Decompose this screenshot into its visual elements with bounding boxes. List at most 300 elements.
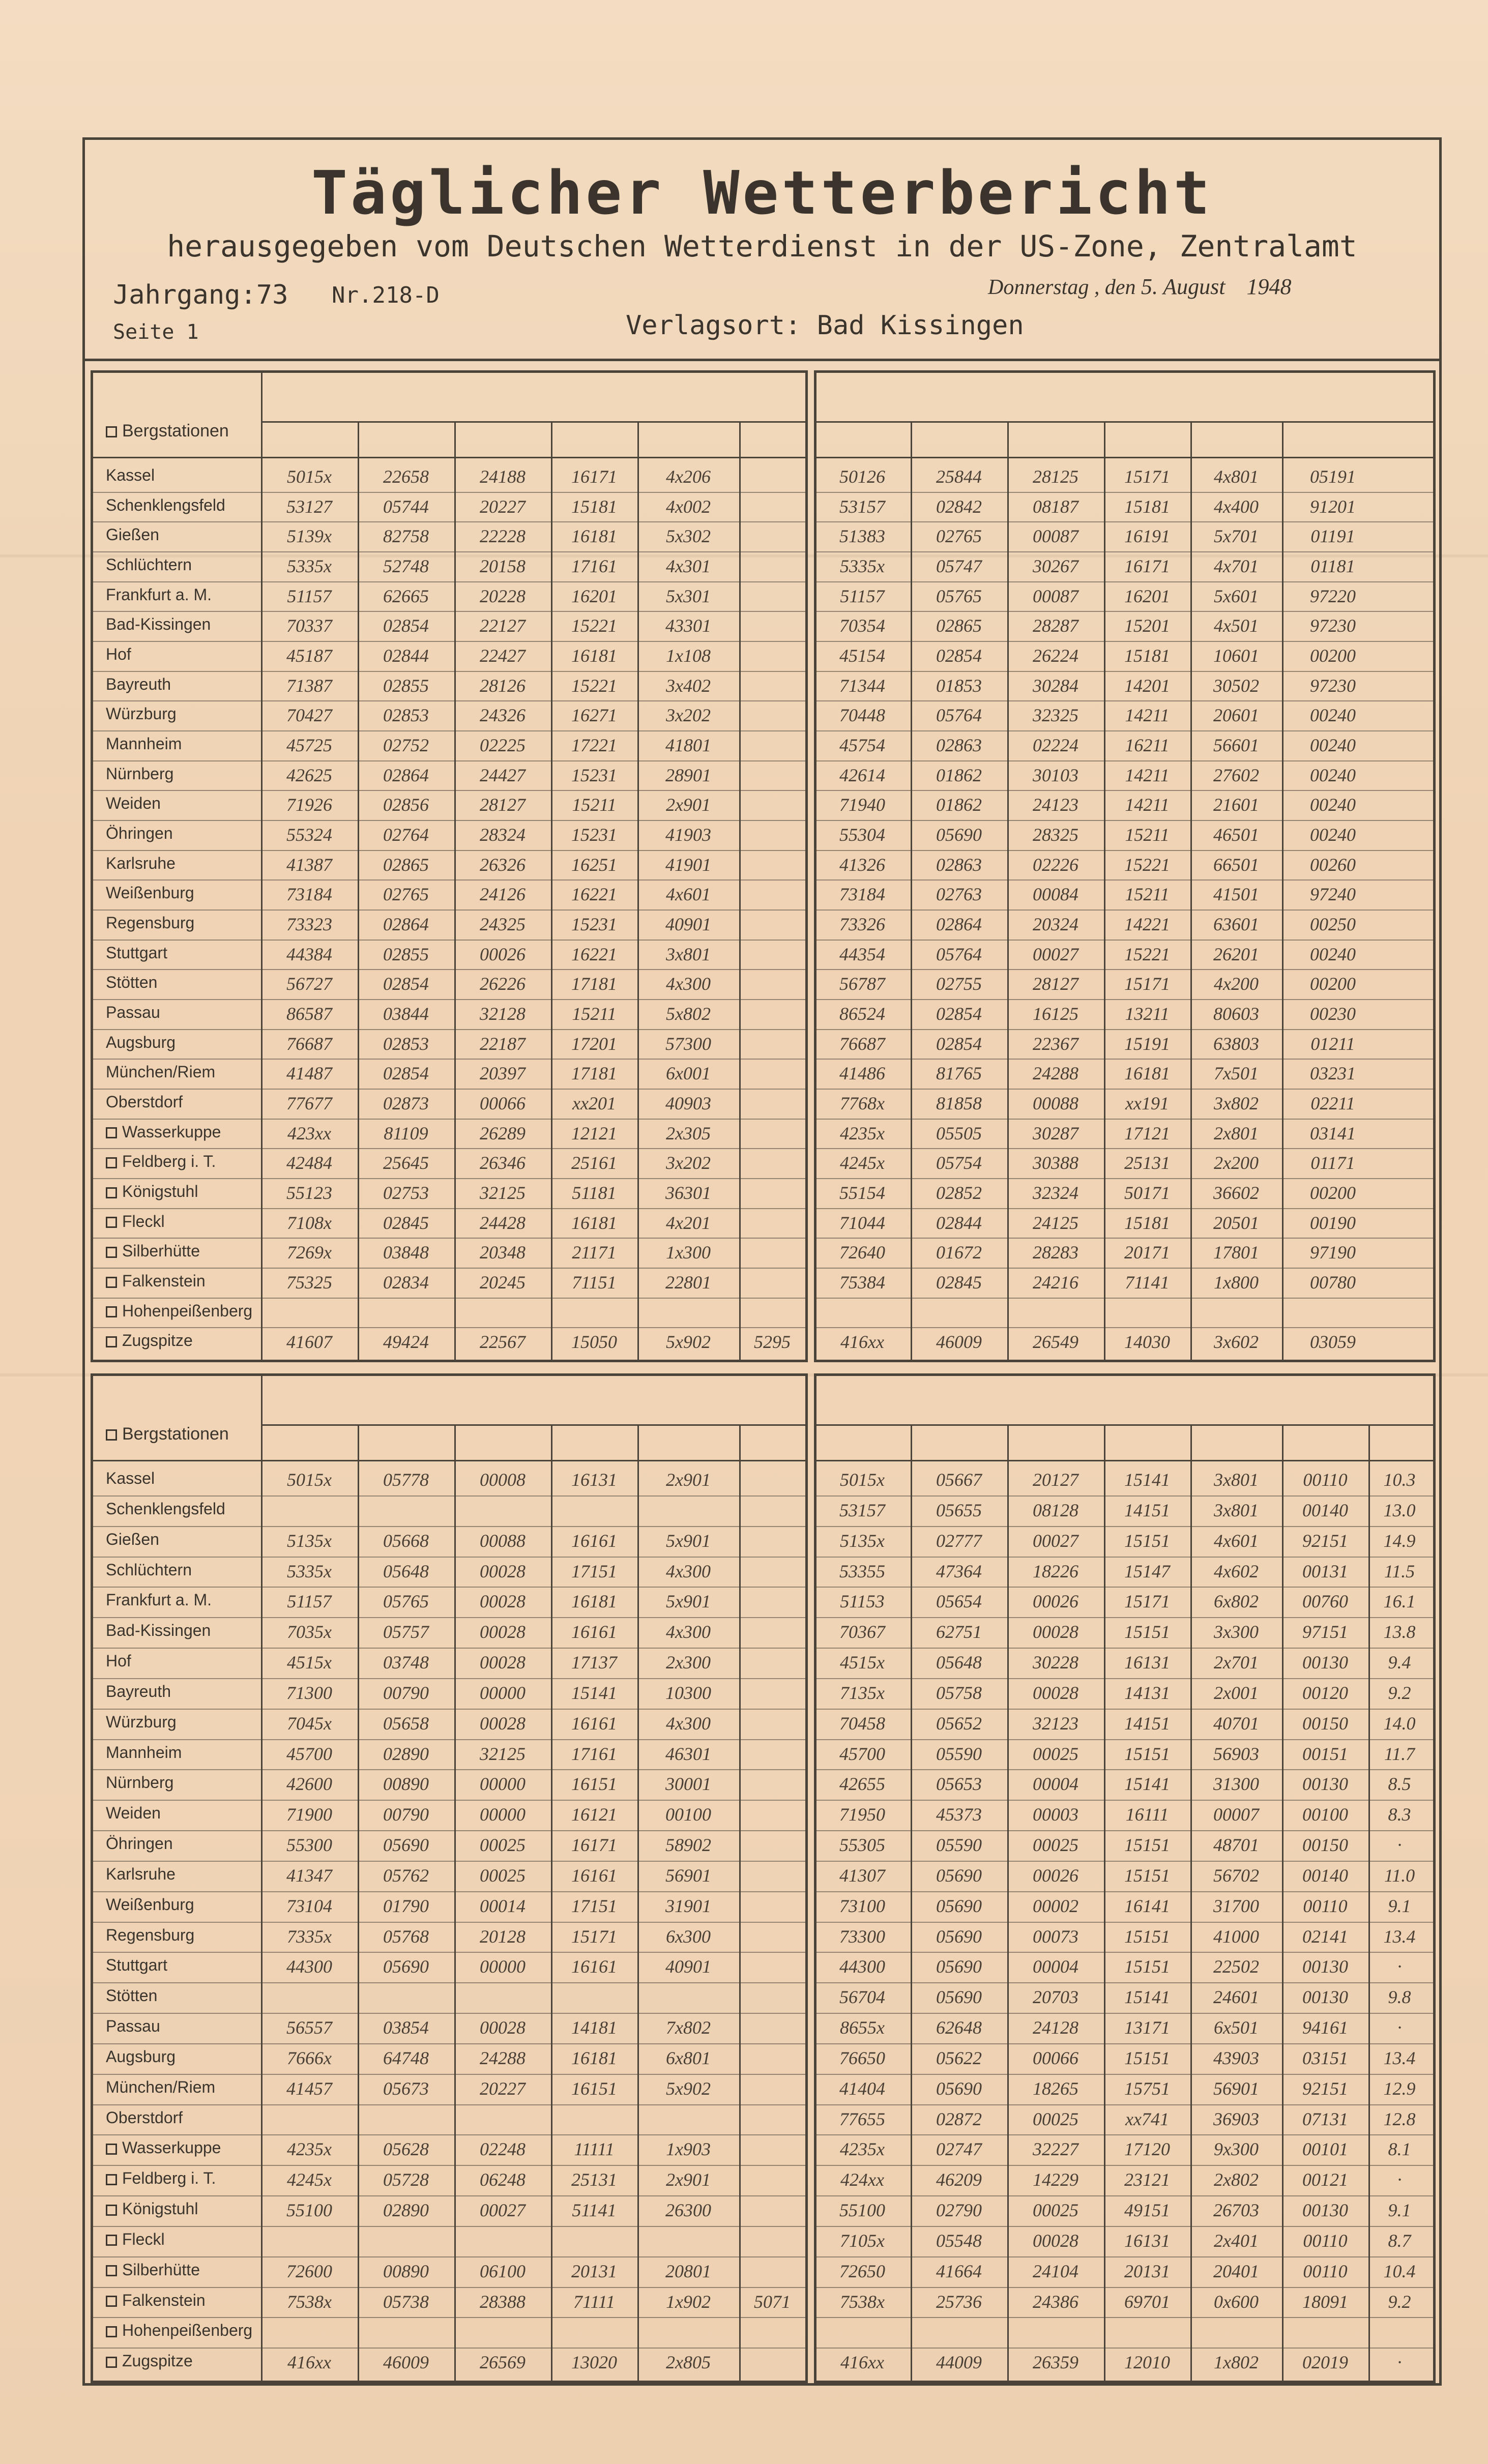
row-divider bbox=[814, 2287, 1436, 2288]
observation-cell: 91201 bbox=[1310, 496, 1356, 517]
observation-cell: 05690 bbox=[936, 1926, 982, 1947]
observation-cell: 53157 bbox=[839, 496, 885, 517]
observation-cell: 71300 bbox=[286, 1682, 332, 1703]
observation-cell: 02872 bbox=[936, 2108, 982, 2129]
observation-cell: 72600 bbox=[286, 2261, 332, 2281]
observation-cell: 41801 bbox=[665, 735, 711, 755]
station-name bbox=[106, 1033, 176, 1052]
row-divider bbox=[814, 492, 1436, 493]
row-divider bbox=[814, 969, 1436, 970]
observation-cell: 02854 bbox=[936, 646, 982, 666]
observation-cell: 20228 bbox=[480, 585, 526, 606]
observation-cell: 17201 bbox=[571, 1033, 617, 1054]
observation-cell: 16211 bbox=[1125, 735, 1170, 755]
observation-cell: 5071 bbox=[754, 2291, 791, 2312]
observation-cell: 05690 bbox=[936, 1956, 982, 1977]
row-divider bbox=[91, 1119, 808, 1120]
observation-cell: 05765 bbox=[936, 585, 982, 606]
row-divider bbox=[814, 1678, 1436, 1679]
station-label: Weißenburg bbox=[106, 884, 194, 902]
station-name bbox=[106, 1242, 200, 1260]
observation-cell: 4x206 bbox=[666, 466, 711, 487]
observation-cell: 15147 bbox=[1124, 1561, 1170, 1581]
row-divider bbox=[91, 492, 808, 493]
observation-cell: 40903 bbox=[665, 1093, 711, 1113]
observation-cell: 17151 bbox=[571, 1561, 617, 1581]
observation-cell: 00025 bbox=[1033, 1743, 1078, 1764]
observation-cell: 11.0 bbox=[1384, 1865, 1415, 1886]
observation-cell: 31901 bbox=[665, 1895, 711, 1916]
row-divider bbox=[814, 820, 1436, 821]
observation-cell: 00028 bbox=[1033, 1622, 1078, 1642]
observation-cell: 00088 bbox=[480, 1530, 526, 1551]
observation-cell: 14.0 bbox=[1383, 1713, 1416, 1734]
row-divider bbox=[814, 1557, 1436, 1558]
observation-cell: 73184 bbox=[839, 884, 885, 905]
observation-cell: 73323 bbox=[286, 914, 332, 934]
row-divider bbox=[91, 2013, 808, 2014]
observation-cell: 44384 bbox=[286, 944, 332, 964]
observation-cell: 24288 bbox=[1033, 1063, 1078, 1084]
observation-cell: 15211 bbox=[572, 795, 617, 815]
observation-cell: 16161 bbox=[571, 1956, 617, 1977]
observation-cell: 00100 bbox=[665, 1804, 711, 1825]
observation-cell: 15191 bbox=[1124, 1033, 1170, 1054]
observation-cell: 81858 bbox=[936, 1093, 982, 1113]
station-label: Passau bbox=[106, 2017, 160, 2035]
observation-cell: 92151 bbox=[1302, 2078, 1348, 2099]
row-divider bbox=[91, 1526, 808, 1527]
column-divider bbox=[739, 421, 741, 1362]
observation-cell: 30287 bbox=[1033, 1123, 1078, 1143]
observation-cell: 28126 bbox=[480, 675, 526, 696]
observation-cell: 4x601 bbox=[1214, 1530, 1259, 1551]
observation-cell: 00101 bbox=[1302, 2139, 1348, 2160]
row-divider bbox=[814, 2074, 1436, 2075]
observation-cell: 41347 bbox=[286, 1865, 332, 1886]
observation-cell: 41903 bbox=[665, 825, 711, 845]
station-name bbox=[106, 496, 225, 515]
station-name bbox=[106, 2321, 252, 2340]
observation-cell: 17161 bbox=[571, 1743, 617, 1764]
observation-cell: 9.1 bbox=[1388, 2200, 1411, 2220]
observation-cell: 15151 bbox=[1124, 1865, 1170, 1886]
station-name bbox=[106, 1956, 167, 1975]
observation-cell: 00028 bbox=[1033, 1682, 1078, 1703]
observation-cell: 42614 bbox=[839, 765, 885, 785]
observation-cell: 00026 bbox=[480, 944, 526, 964]
observation-cell: 22187 bbox=[480, 1033, 526, 1054]
observation-cell: 00121 bbox=[1302, 2169, 1348, 2190]
observation-cell: 424xx bbox=[840, 2169, 884, 2190]
observation-cell: 97230 bbox=[1310, 675, 1356, 696]
station-name bbox=[106, 1093, 183, 1111]
observation-cell: 11.7 bbox=[1384, 1743, 1415, 1764]
row-divider bbox=[91, 1495, 808, 1497]
observation-cell: 00025 bbox=[1033, 1835, 1078, 1855]
station-name bbox=[106, 914, 194, 932]
observation-cell: 26346 bbox=[480, 1153, 526, 1174]
observation-cell: 76687 bbox=[839, 1033, 885, 1054]
observation-cell: 05757 bbox=[383, 1622, 429, 1642]
observation-cell: 30103 bbox=[1033, 765, 1078, 785]
station-name bbox=[106, 2230, 165, 2249]
mountain-station-marker bbox=[106, 1247, 117, 1258]
observation-cell: 41307 bbox=[839, 1865, 885, 1886]
observation-cell: 71344 bbox=[839, 675, 885, 696]
row-divider bbox=[91, 2074, 808, 2075]
observation-cell: 27602 bbox=[1213, 765, 1259, 785]
observation-cell: 02141 bbox=[1302, 1926, 1348, 1947]
observation-cell: 2x901 bbox=[666, 795, 711, 815]
observation-cell: 41326 bbox=[839, 854, 885, 875]
observation-cell: 20227 bbox=[480, 2078, 526, 2099]
observation-cell: 20158 bbox=[480, 556, 526, 576]
observation-cell: 02842 bbox=[936, 496, 982, 517]
observation-cell: 47364 bbox=[936, 1561, 982, 1581]
observation-cell: 24128 bbox=[1033, 2017, 1078, 2038]
observation-cell: 28324 bbox=[480, 825, 526, 845]
observation-cell: 00027 bbox=[480, 2200, 526, 2220]
observation-cell: 42484 bbox=[286, 1153, 332, 1174]
row-divider bbox=[814, 2043, 1436, 2044]
observation-cell: 11.5 bbox=[1384, 1561, 1415, 1581]
observation-cell: 44354 bbox=[839, 944, 885, 964]
observation-cell: 2x200 bbox=[1214, 1153, 1259, 1174]
observation-cell: 00026 bbox=[1033, 1865, 1078, 1886]
mountain-station-marker bbox=[106, 1336, 117, 1347]
observation-cell: 05667 bbox=[936, 1470, 982, 1490]
observation-cell: 10601 bbox=[1213, 646, 1259, 666]
station-name bbox=[106, 1331, 193, 1350]
observation-cell: 5015x bbox=[840, 1470, 885, 1490]
observation-cell: 26300 bbox=[665, 2200, 711, 2220]
observation-cell: 00240 bbox=[1310, 825, 1356, 845]
observation-cell: 02752 bbox=[383, 735, 429, 755]
row-divider bbox=[91, 2043, 808, 2044]
observation-cell: 22228 bbox=[480, 526, 526, 547]
observation-cell: 2x802 bbox=[1214, 2169, 1259, 2190]
observation-cell: 4515x bbox=[840, 1652, 885, 1673]
station-label: Oberstdorf bbox=[106, 1093, 183, 1111]
row-divider bbox=[91, 1709, 808, 1710]
observation-cell: 42625 bbox=[286, 765, 332, 785]
column-header-divider bbox=[91, 457, 808, 458]
observation-cell: 40701 bbox=[1213, 1713, 1259, 1734]
station-name bbox=[106, 1986, 157, 2005]
observation-cell: 16181 bbox=[571, 646, 617, 666]
observation-cell: 71111 bbox=[573, 2291, 615, 2312]
column-header-divider bbox=[91, 1460, 808, 1461]
observation-cell: 20601 bbox=[1213, 705, 1259, 726]
observation-cell: 44300 bbox=[286, 1956, 332, 1977]
observation-cell: 00028 bbox=[480, 1591, 526, 1612]
observation-cell: 00025 bbox=[1033, 2200, 1078, 2220]
station-name bbox=[106, 1621, 211, 1640]
observation-cell: 41501 bbox=[1213, 884, 1259, 905]
observation-cell: 00131 bbox=[1302, 1561, 1348, 1581]
observation-cell: 28127 bbox=[480, 795, 526, 815]
observation-cell: 00000 bbox=[480, 1774, 526, 1795]
observation-cell: 25736 bbox=[936, 2291, 982, 2312]
observation-cell: 44300 bbox=[839, 1956, 885, 1977]
observation-cell: · bbox=[1397, 1835, 1402, 1855]
observation-cell: 77655 bbox=[839, 2108, 885, 2129]
observation-cell: 64748 bbox=[383, 2047, 429, 2068]
observation-cell: 5x901 bbox=[666, 1591, 711, 1612]
row-divider bbox=[814, 581, 1436, 582]
observation-cell: 16161 bbox=[571, 1865, 617, 1886]
observation-cell: 00000 bbox=[480, 1804, 526, 1825]
station-label: Schlüchtern bbox=[106, 555, 192, 574]
observation-cell: 02863 bbox=[936, 854, 982, 875]
observation-cell: 56901 bbox=[665, 1865, 711, 1886]
observation-cell: 20127 bbox=[1033, 1470, 1078, 1490]
station-label: Stuttgart bbox=[106, 943, 167, 962]
observation-cell: 7538x bbox=[287, 2291, 332, 2312]
column-divider bbox=[739, 1424, 741, 2383]
observation-cell: 00087 bbox=[1033, 526, 1078, 547]
observation-cell: 6x801 bbox=[666, 2047, 711, 2068]
row-divider bbox=[91, 2195, 808, 2196]
row-divider bbox=[91, 1830, 808, 1831]
observation-cell: 51157 bbox=[287, 1591, 332, 1612]
bergstationen-text: Bergstationen bbox=[122, 421, 229, 441]
observation-cell: 70337 bbox=[286, 615, 332, 636]
observation-cell: 00200 bbox=[1310, 974, 1356, 994]
observation-cell: 00760 bbox=[1302, 1591, 1348, 1612]
row-divider bbox=[814, 641, 1436, 642]
observation-cell: 16181 bbox=[571, 1212, 617, 1233]
observation-cell: 73100 bbox=[839, 1895, 885, 1916]
observation-cell: 00028 bbox=[480, 1713, 526, 1734]
observation-cell: 24123 bbox=[1033, 795, 1078, 815]
column-header-divider bbox=[814, 1460, 1436, 1461]
observation-cell: 00087 bbox=[1033, 585, 1078, 606]
observation-cell: 06248 bbox=[480, 2169, 526, 2190]
row-divider bbox=[91, 1648, 808, 1649]
observation-cell: 7108x bbox=[287, 1212, 332, 1233]
station-label: Augsburg bbox=[106, 1033, 176, 1051]
observation-cell: 00003 bbox=[1033, 1804, 1078, 1825]
observation-cell: 02765 bbox=[936, 526, 982, 547]
observation-cell: 4515x bbox=[287, 1652, 332, 1673]
station-label: Öhringen bbox=[106, 1834, 173, 1853]
row-divider bbox=[91, 581, 808, 582]
observation-cell: 02834 bbox=[383, 1272, 429, 1293]
row-divider bbox=[91, 2317, 808, 2318]
observation-cell: 45154 bbox=[839, 646, 885, 666]
observation-cell: 5x902 bbox=[666, 1332, 711, 1353]
observation-cell: 36602 bbox=[1213, 1183, 1259, 1203]
observation-cell: 62665 bbox=[383, 585, 429, 606]
observation-cell: 02225 bbox=[480, 735, 526, 755]
observation-cell: 17161 bbox=[571, 556, 617, 576]
mountain-station-marker bbox=[106, 1306, 117, 1317]
station-name bbox=[106, 1804, 161, 1823]
observation-cell: 00130 bbox=[1302, 1652, 1348, 1673]
station-name bbox=[106, 2108, 183, 2127]
station-label: Frankfurt a. M. bbox=[106, 585, 212, 604]
observation-cell: 20128 bbox=[480, 1926, 526, 1947]
observation-cell: 56704 bbox=[839, 1987, 885, 2008]
observation-cell: 4x201 bbox=[666, 1212, 711, 1233]
row-divider bbox=[814, 1268, 1436, 1269]
observation-cell: 97220 bbox=[1310, 585, 1356, 606]
observation-cell: 5x902 bbox=[666, 2078, 711, 2099]
observation-cell: 53355 bbox=[839, 1561, 885, 1581]
column-header-divider bbox=[814, 457, 1436, 458]
station-label: Regensburg bbox=[106, 914, 195, 932]
observation-cell: 55123 bbox=[286, 1183, 332, 1203]
observation-cell: 18226 bbox=[1033, 1561, 1078, 1581]
observation-cell: 4235x bbox=[840, 1123, 885, 1143]
observation-cell: 14201 bbox=[1124, 675, 1170, 696]
observation-cell: 15201 bbox=[1124, 615, 1170, 636]
observation-cell: 05690 bbox=[936, 2078, 982, 2099]
observation-cell: 17181 bbox=[571, 1063, 617, 1084]
observation-cell: 7269x bbox=[287, 1242, 332, 1263]
observation-cell: 16151 bbox=[571, 1774, 617, 1795]
row-divider bbox=[814, 2226, 1436, 2227]
observation-cell: 03854 bbox=[383, 2017, 429, 2038]
observation-cell: 05590 bbox=[936, 1743, 982, 1764]
observation-cell: 00240 bbox=[1310, 795, 1356, 815]
observation-cell: 16111 bbox=[1125, 1804, 1169, 1825]
station-label: Mannheim bbox=[106, 735, 182, 753]
row-divider bbox=[91, 1800, 808, 1801]
observation-cell: 05690 bbox=[936, 1895, 982, 1916]
row-divider bbox=[91, 641, 808, 642]
observation-cell: 3x801 bbox=[1214, 1500, 1259, 1520]
observation-cell: 15751 bbox=[1124, 2078, 1170, 2099]
observation-cell: 3x300 bbox=[1214, 1622, 1259, 1642]
observation-cell: 00088 bbox=[1033, 1093, 1078, 1113]
observation-cell: 00026 bbox=[1033, 1591, 1078, 1612]
observation-cell: 16181 bbox=[571, 526, 617, 547]
observation-cell: 18091 bbox=[1302, 2291, 1348, 2312]
observation-cell: 00120 bbox=[1302, 1682, 1348, 1703]
station-name bbox=[106, 645, 131, 664]
row-divider bbox=[91, 1238, 808, 1239]
row-divider bbox=[814, 1119, 1436, 1120]
station-name bbox=[106, 525, 159, 544]
observation-cell: 00151 bbox=[1302, 1743, 1348, 1764]
observation-cell: 00130 bbox=[1302, 1987, 1348, 2008]
observation-cell: 01191 bbox=[1310, 526, 1355, 547]
observation-cell: 15181 bbox=[1124, 496, 1170, 517]
observation-cell: 05754 bbox=[936, 1153, 982, 1174]
station-name bbox=[106, 2078, 215, 2097]
observation-cell: 02844 bbox=[383, 646, 429, 666]
observation-cell: 16121 bbox=[571, 1804, 617, 1825]
observation-cell: 81109 bbox=[384, 1123, 428, 1143]
row-divider bbox=[814, 611, 1436, 612]
station-label: Schenklengsfeld bbox=[106, 1499, 225, 1518]
observation-cell: 24288 bbox=[480, 2047, 526, 2068]
observation-cell: xx201 bbox=[572, 1093, 616, 1113]
observation-cell: 00028 bbox=[480, 1561, 526, 1581]
observation-cell: 416xx bbox=[287, 2352, 331, 2373]
row-divider bbox=[91, 1617, 808, 1618]
mountain-station-marker bbox=[106, 2265, 117, 2276]
observation-cell: 5135x bbox=[287, 1530, 332, 1551]
observation-cell: 28125 bbox=[1033, 466, 1078, 487]
observation-cell: 31700 bbox=[1213, 1895, 1259, 1916]
observation-cell: 02747 bbox=[936, 2139, 982, 2160]
observation-cell: 14211 bbox=[1125, 765, 1170, 785]
station-name bbox=[106, 1182, 198, 1201]
observation-cell: 16251 bbox=[571, 854, 617, 875]
observation-cell: 55324 bbox=[286, 825, 332, 845]
station-label: Hohenpeißenberg bbox=[122, 2321, 253, 2340]
observation-cell: 7105x bbox=[840, 2230, 885, 2251]
observation-cell: 6x300 bbox=[666, 1926, 711, 1947]
observation-cell: 7x501 bbox=[1214, 1063, 1259, 1084]
observation-cell: 02019 bbox=[1302, 2352, 1348, 2373]
observation-cell: 00250 bbox=[1310, 914, 1356, 934]
observation-cell: 2x901 bbox=[666, 1470, 711, 1490]
station-label: Weißenburg bbox=[106, 1895, 194, 1914]
observation-cell: 16161 bbox=[571, 1530, 617, 1551]
observation-cell: 05668 bbox=[383, 1530, 429, 1551]
observation-cell: 80603 bbox=[1213, 1004, 1259, 1024]
observation-cell: 02890 bbox=[383, 1743, 429, 1764]
row-divider bbox=[814, 1587, 1436, 1588]
observation-cell: 28127 bbox=[1033, 974, 1078, 994]
observation-cell: 30284 bbox=[1033, 675, 1078, 696]
row-divider bbox=[91, 551, 808, 552]
observation-cell: 30388 bbox=[1033, 1153, 1078, 1174]
observation-cell: 3x202 bbox=[666, 705, 711, 726]
row-divider bbox=[814, 790, 1436, 791]
station-name bbox=[106, 675, 171, 694]
observation-cell: 2x001 bbox=[1214, 1682, 1259, 1703]
observation-cell: 32324 bbox=[1033, 1183, 1078, 1203]
observation-cell: 26359 bbox=[1033, 2352, 1078, 2373]
row-divider bbox=[814, 1029, 1436, 1030]
observation-cell: 76650 bbox=[839, 2047, 885, 2068]
observation-cell: 15231 bbox=[571, 825, 617, 845]
observation-cell: 00100 bbox=[1302, 1804, 1348, 1825]
observation-cell: 00110 bbox=[1303, 2261, 1348, 2281]
station-label: Hof bbox=[106, 1652, 131, 1670]
station-label: Gießen bbox=[106, 1530, 159, 1548]
station-name bbox=[106, 854, 176, 873]
station-label: Würzburg bbox=[106, 1712, 177, 1731]
observation-cell: 13171 bbox=[1124, 2017, 1170, 2038]
observation-cell: 76687 bbox=[286, 1033, 332, 1054]
observation-cell: 55154 bbox=[839, 1183, 885, 1203]
observation-cell: 17121 bbox=[1124, 1123, 1170, 1143]
observation-cell: 23121 bbox=[1124, 2169, 1170, 2190]
observation-cell: 24326 bbox=[480, 705, 526, 726]
observation-cell: 02763 bbox=[936, 884, 982, 905]
observation-cell: 2x801 bbox=[1214, 1123, 1259, 1143]
observation-cell: 03848 bbox=[383, 1242, 429, 1263]
observation-cell: 56903 bbox=[1213, 1743, 1259, 1764]
observation-cell: 05648 bbox=[936, 1652, 982, 1673]
row-divider bbox=[91, 1739, 808, 1740]
observation-cell: 05673 bbox=[383, 2078, 429, 2099]
row-divider bbox=[814, 1709, 1436, 1710]
observation-cell: 51141 bbox=[572, 2200, 617, 2220]
observation-cell: 82758 bbox=[383, 526, 429, 547]
observation-cell: 22801 bbox=[665, 1272, 711, 1293]
observation-cell: 52748 bbox=[383, 556, 429, 576]
observation-cell: 97151 bbox=[1302, 1622, 1348, 1642]
observation-cell: 71926 bbox=[286, 795, 332, 815]
